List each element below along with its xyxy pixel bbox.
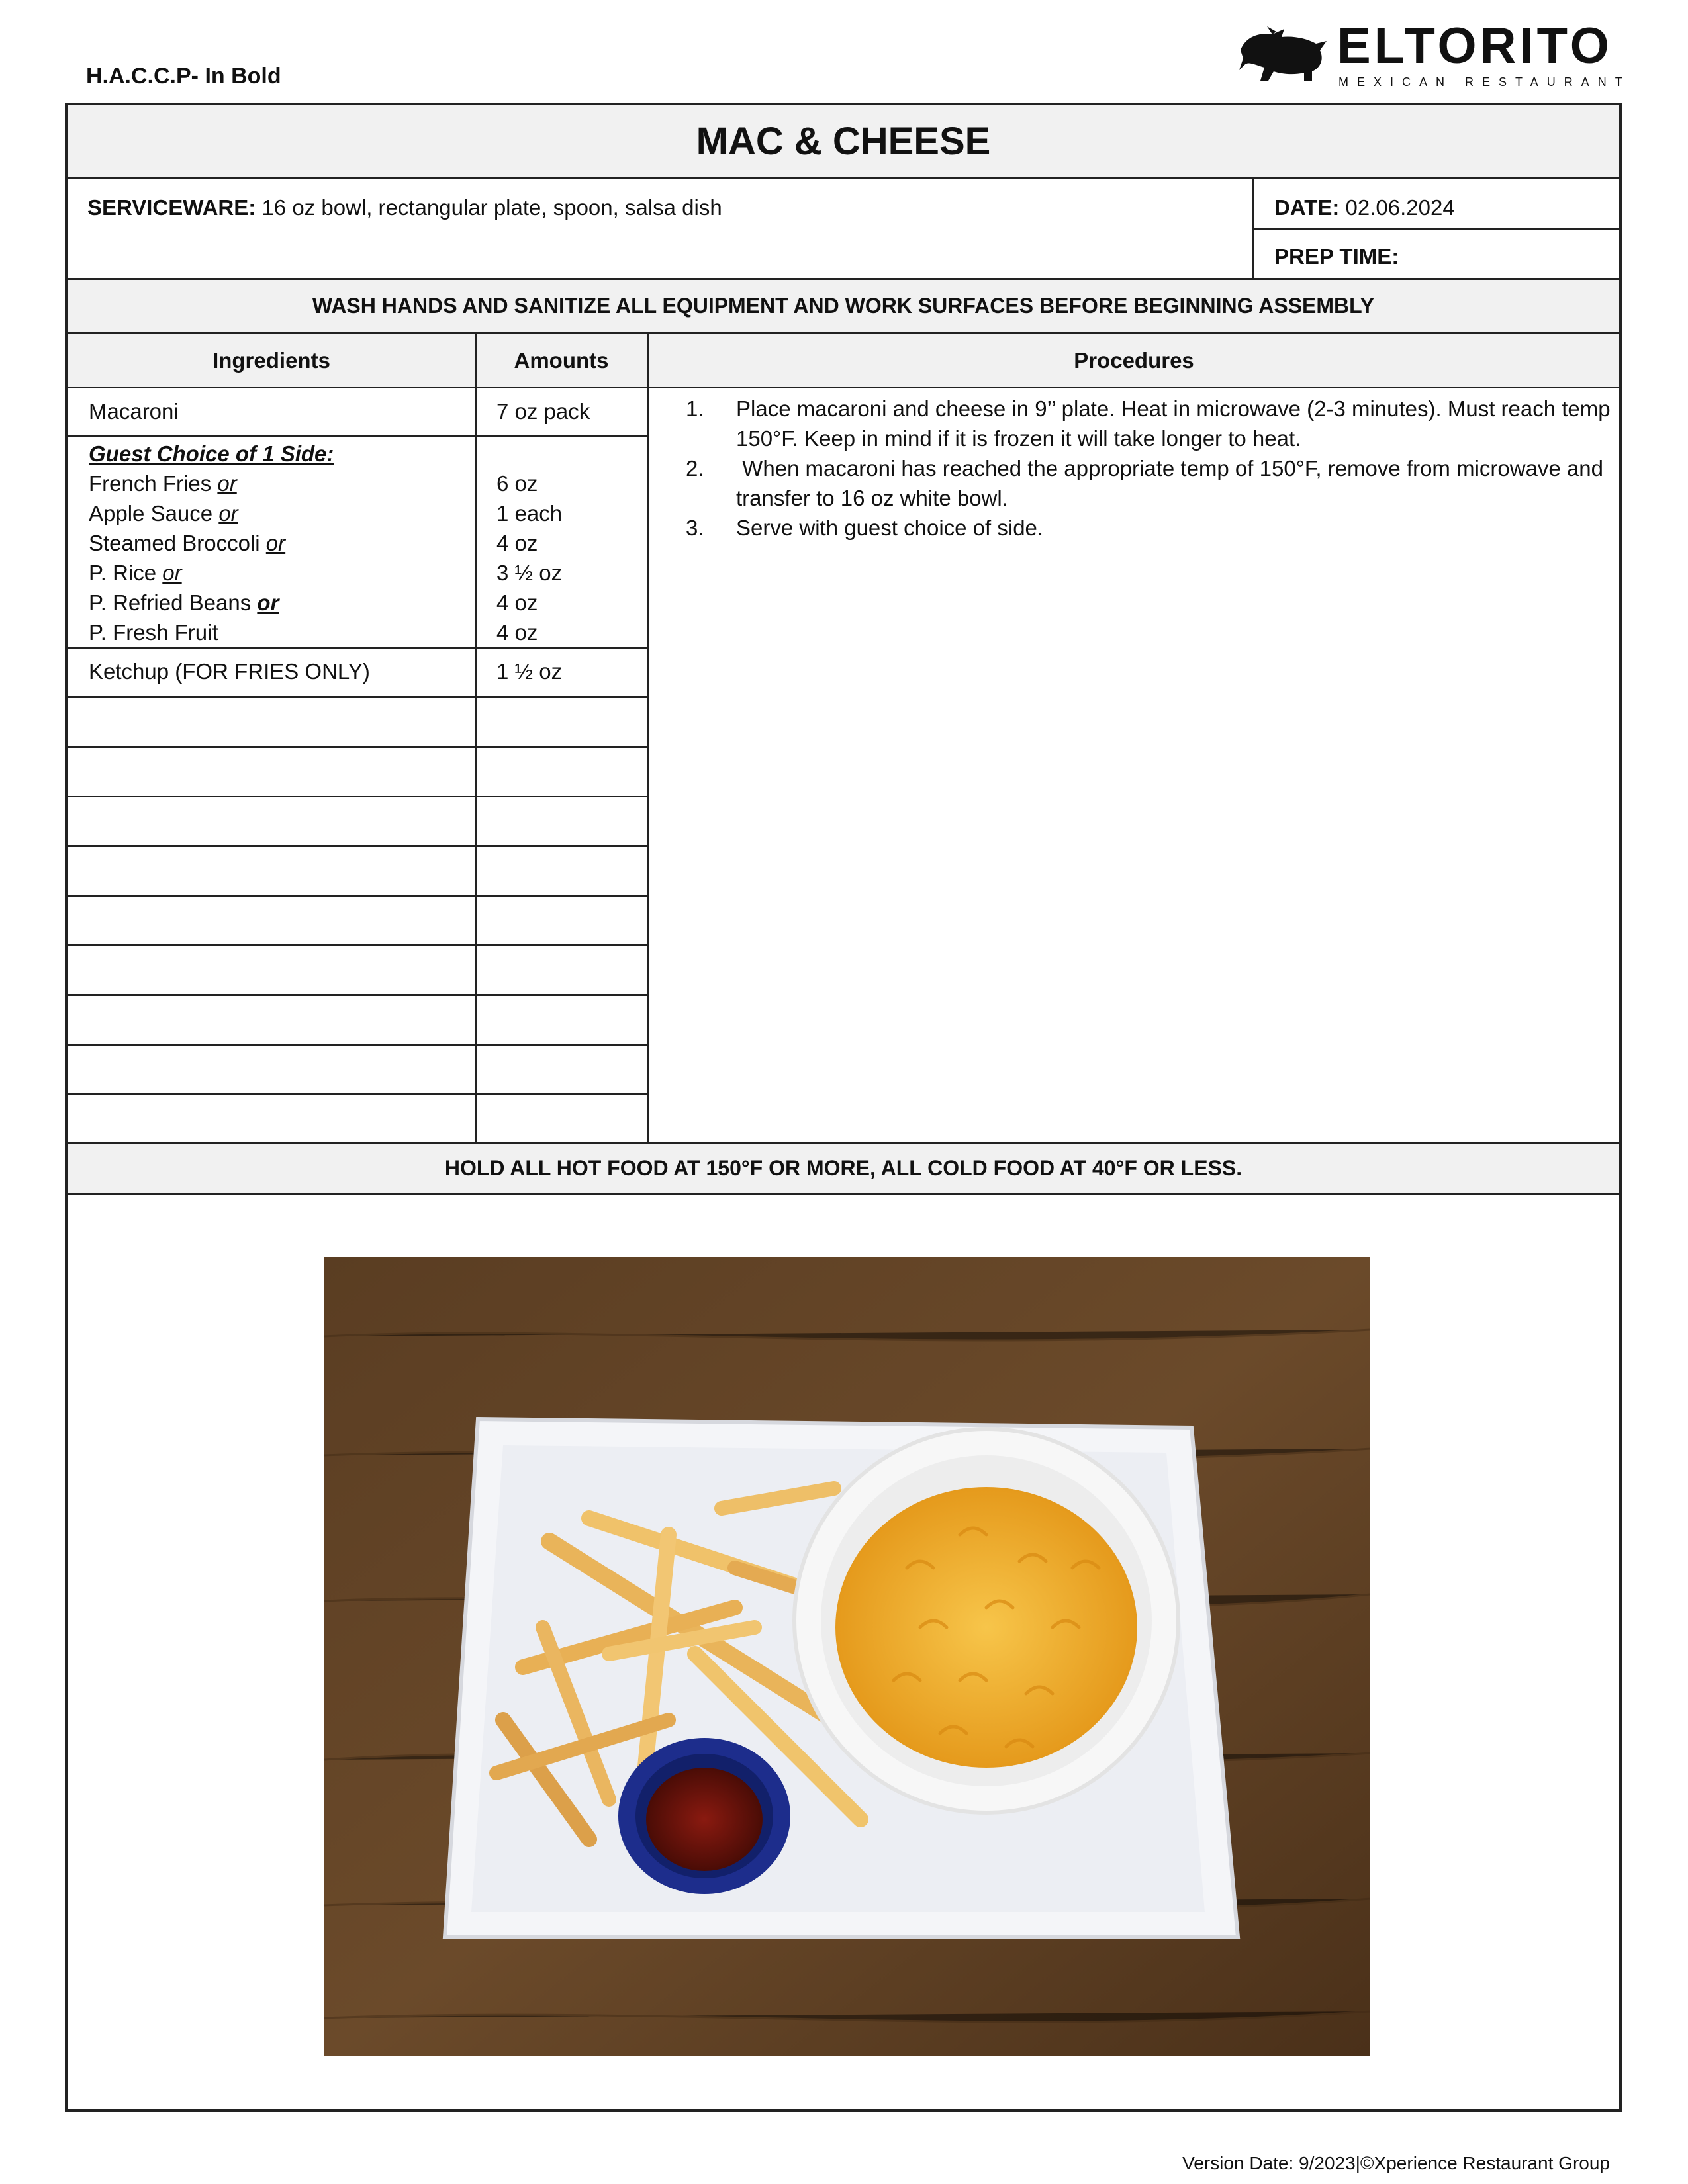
procedure-step: 2. When macaroni has reached the appropriate temp of 150°F, remove from microwave and transfer to 16 oz white bowl. [686,456,1610,510]
el-torito-logo [1238,18,1631,89]
hold-notice: HOLD ALL HOT FOOD AT 150°F OR MORE, ALL COLD FOOD AT 40°F OR LESS. [68,1144,1619,1195]
amount-apple-sauce: 1 each [496,501,563,525]
amount-steamed-broccoli: 4 oz [496,531,538,555]
row-divider [68,796,647,797]
column-divider [647,334,649,1144]
meta-column [1252,179,1622,278]
row-divider [68,895,647,897]
meta-divider [1254,228,1622,230]
date-label: DATE: [1274,195,1340,220]
wash-notice: WASH HANDS AND SANITIZE ALL EQUIPMENT AND WORK SURFACES BEFORE BEGINNING ASSEMBLY [68,280,1619,334]
ingredients-header: Ingredients [212,347,330,373]
side-amounts [496,439,562,647]
food-photo [324,1257,1370,2056]
amounts-header: Amounts [514,347,609,373]
side-refried-beans: P. Refried Beans or [89,590,279,615]
macaroni-bowl [794,1429,1178,1813]
amount-ketchup: 1 ½ oz [496,659,563,684]
prep-time-label: PREP TIME: [1274,244,1399,269]
or-word: or [257,590,279,615]
amount-french-fries: 6 oz [496,471,538,496]
side-apple-sauce: Apple Sauce or [89,501,238,525]
ingredient-macaroni: Macaroni [89,399,179,424]
amount-macaroni: 7 oz pack [496,399,590,424]
side-heading: Guest Choice of 1 Side: [89,441,334,466]
table-header [68,334,1619,388]
row-divider [68,1093,647,1095]
procedures-list [671,394,1618,543]
procedure-step: 1. Place macaroni and cheese in 9’’ plate. Heat in microwave (2-3 minutes). Must reach temp 150°F. Keep in mind if it is frozen it will take longer to heat. [686,396,1611,451]
side-choices [89,439,334,647]
serviceware-label: SERVICEWARE: [87,195,256,220]
ingredient-ketchup: Ketchup (FOR FRIES ONLY) [89,659,370,684]
brand-subtitle: MEXICAN RESTAURANT [1338,75,1631,89]
amount-rice: 3 ½ oz [496,561,563,585]
brand-name: ELTORITO [1337,18,1613,74]
procedure-step: 3. Serve with guest choice of side. [686,516,1044,540]
haccp-note: H.A.C.C.P- In Bold [86,64,281,89]
bull-icon [1238,24,1331,82]
row-divider [68,944,647,946]
row-divider [68,994,647,996]
procedures-header: Procedures [1074,347,1194,373]
column-divider [475,334,477,1144]
salsa-dish [618,1738,790,1894]
recipe-card [65,103,1622,2112]
or-word: or [218,501,238,525]
side-french-fries: French Fries or [89,471,237,496]
or-word: or [265,531,286,555]
date [1274,195,1455,220]
row-divider [68,746,647,748]
date-value: 02.06.2024 [1345,195,1455,220]
row-divider [68,1044,647,1046]
or-word: or [217,471,237,496]
version-footer: Version Date: 9/2023|©Xperience Restaurant Group [1182,2153,1610,2173]
row-divider [68,845,647,847]
side-rice: P. Rice or [89,561,182,585]
row-divider [68,696,647,698]
amount-fresh-fruit: 4 oz [496,620,538,645]
side-fresh-fruit: P. Fresh Fruit [89,620,218,645]
recipe-title: MAC & CHEESE [68,105,1619,179]
serviceware-row [68,179,1619,280]
prep-time [1274,244,1399,269]
row-divider [68,435,647,437]
amount-refried-beans: 4 oz [496,590,538,615]
side-steamed-broccoli: Steamed Broccoli or [89,531,286,555]
or-word: or [162,561,182,585]
serviceware [87,195,722,220]
serviceware-value: 16 oz bowl, rectangular plate, spoon, salsa dish [261,195,722,220]
